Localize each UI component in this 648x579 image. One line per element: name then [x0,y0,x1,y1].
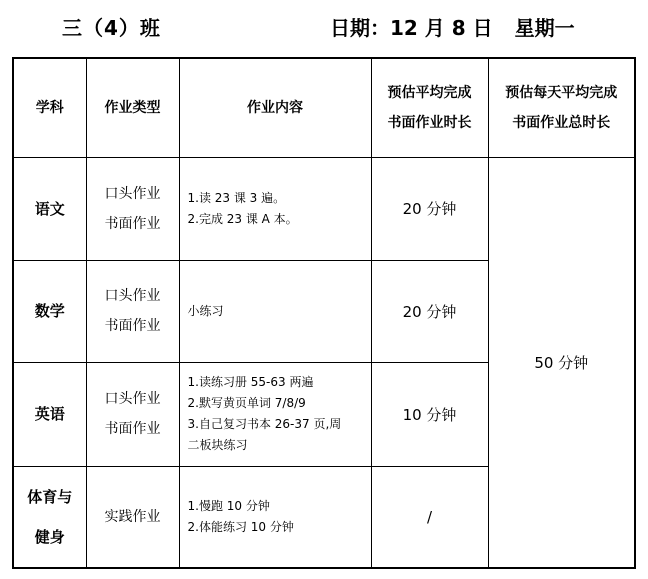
content-line: 2.完成 23 课 A 本。 [187,211,298,226]
content-line: 2.默写黄页单词 7/8/9 [187,396,306,410]
table-row [13,157,635,260]
type-label: 书面作业 [104,421,161,437]
type-cell [86,260,179,362]
time-cell: 10 分钟 [371,362,488,466]
subject-cell [13,157,86,260]
type-cell [86,466,179,568]
header-type: 作业类型 [86,58,179,157]
header-subject: 学科 [13,58,86,157]
subject-cell [13,260,86,362]
header-daily-total-line1: 预估每天平均完成 [505,84,618,101]
content-line: 二板块练习 [187,438,248,452]
type-label: 书面作业 [104,318,161,334]
type-label: 口头作业 [104,391,161,407]
subject-label: 健身 [34,527,65,546]
type-cell [86,362,179,466]
content-line: 2.体能练习 10 分钟 [187,519,294,534]
homework-table [12,57,636,569]
daily-total-cell: 50 分钟 [488,157,635,568]
type-label: 书面作业 [104,215,161,232]
content-line: 1.读 23 课 3 遍。 [187,190,286,205]
subject-cell [13,466,86,568]
content-line: 1.读练习册 55-63 两遍 [187,375,314,389]
time-cell: 20 分钟 [371,260,488,362]
content-line: 小练习 [187,303,224,318]
header-daily-total [488,58,635,157]
type-label: 口头作业 [104,185,161,202]
header-daily-total-line2: 书面作业总时长 [512,114,611,131]
header-content: 作业内容 [179,58,371,157]
content-cell [179,157,371,260]
time-cell: 20 分钟 [371,157,488,260]
subject-label: 数学 [34,302,65,320]
subject-label: 体育与 [27,487,73,506]
page-header [0,12,648,42]
header-row [13,58,635,157]
header-avg-time-line1: 预估平均完成 [387,84,472,101]
content-cell [179,466,371,568]
type-cell [86,157,179,260]
content-cell [179,260,371,362]
content-cell [179,362,371,466]
time-cell: / [371,466,488,568]
header-avg-time [371,58,488,157]
subject-label: 语文 [34,199,65,218]
date: 日期：12 月 8 日 [330,16,493,40]
subject-label: 英语 [34,405,65,423]
header-avg-time-line2: 书面作业时长 [387,114,472,131]
content-line: 1.慢跑 10 分钟 [187,498,270,513]
class-name: 三（4）班 [62,16,161,40]
weekday: 星期一 [514,16,575,40]
content-line: 3.自己复习书本 26-37 页,周 [187,417,342,431]
type-label: 口头作业 [104,288,161,304]
subject-cell [13,362,86,466]
date-line [330,12,575,41]
type-label: 实践作业 [104,508,161,525]
